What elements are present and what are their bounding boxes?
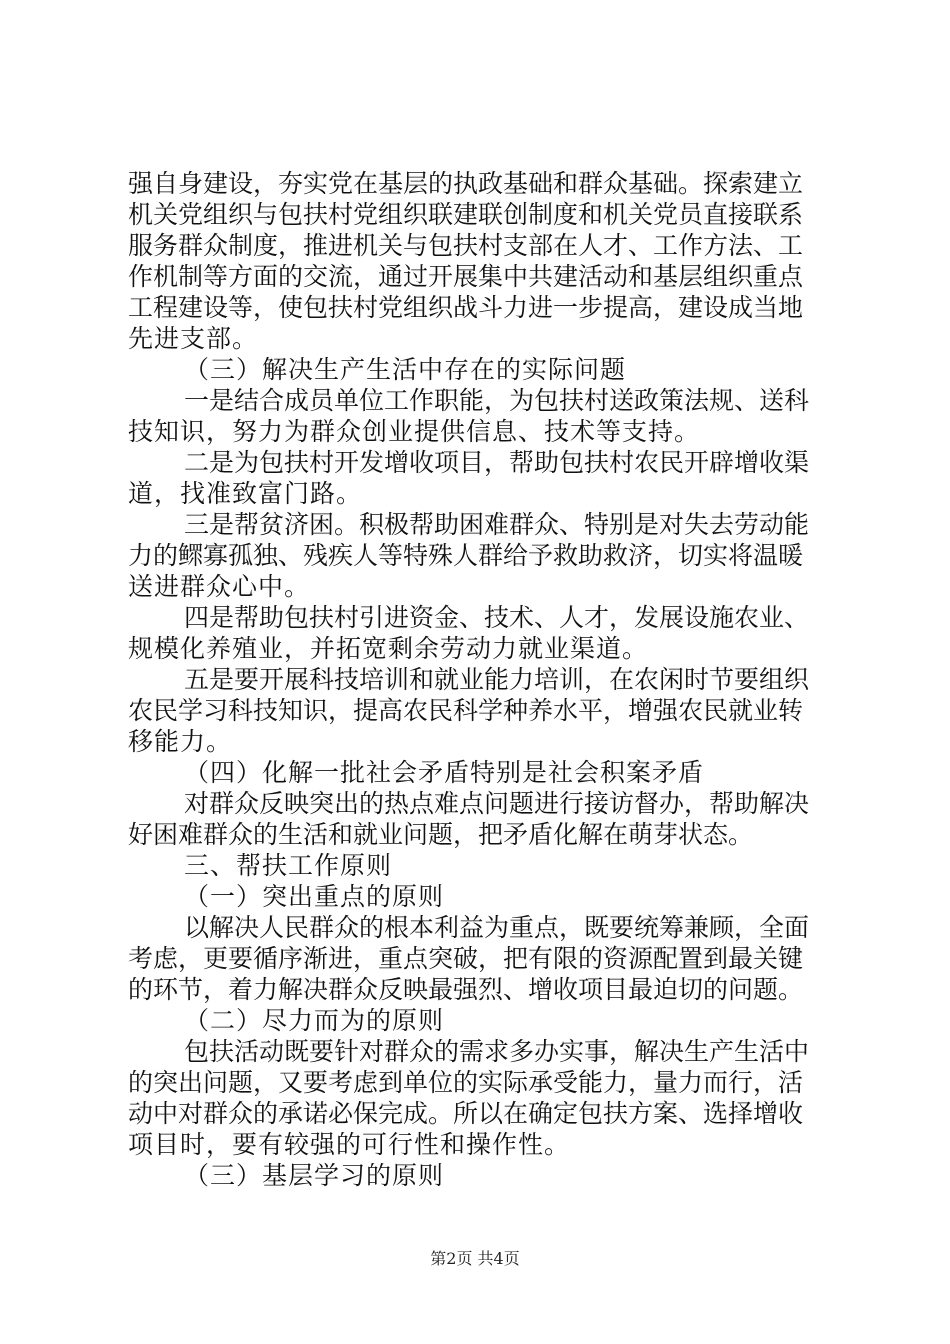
text-line: 对群众反映突出的热点难点问题进行接访督办，帮助解决 [184, 789, 810, 818]
text-line: 道，找准致富门路。 [128, 479, 363, 508]
text-line: 送进群众心中。 [128, 572, 311, 601]
text-line: 考虑，更要循序渐进，重点突破，把有限的资源配置到最关键 [128, 944, 804, 973]
page-footer: 第2页 共4页 [430, 1249, 520, 1268]
text-line: 的突出问题，又要考虑到单位的实际承受能力，量力而行，活 [128, 1068, 804, 1097]
text-line: 三、帮扶工作原则 [184, 851, 393, 880]
text-line: 强自身建设，夯实党在基层的执政基础和群众基础。探索建立 [128, 169, 804, 198]
text-line: 动中对群众的承诺必保完成。所以在确定包扶方案、选择增收 [128, 1099, 804, 1128]
text-line: 服务群众制度，推进机关与包扶村支部在人才、工作方法、工 [128, 231, 804, 260]
text-line: （二）尽力而为的原则 [184, 1006, 445, 1035]
text-line: （三）解决生产生活中存在的实际问题 [184, 355, 627, 384]
text-line: 的环节，着力解决群众反映最强烈、增收项目最迫切的问题。 [128, 975, 804, 1004]
text-line: （一）突出重点的原则 [184, 882, 445, 911]
text-line: 以解决人民群众的根本利益为重点，既要统筹兼顾，全面 [184, 913, 810, 942]
text-line: （四）化解一批社会矛盾特别是社会积案矛盾 [184, 758, 705, 787]
text-line: 五是要开展科技培训和就业能力培训，在农闲时节要组织 [184, 665, 810, 694]
text-line: （三）基层学习的原则 [184, 1161, 445, 1190]
text-line: 好困难群众的生活和就业问题，把矛盾化解在萌芽状态。 [128, 820, 754, 849]
text-line: 包扶活动既要针对群众的需求多办实事，解决生产生活中 [184, 1037, 810, 1066]
text-line: 农民学习科技知识，提高农民科学种养水平，增强农民就业转 [128, 696, 804, 725]
text-line: 技知识，努力为群众创业提供信息、技术等支持。 [128, 417, 701, 446]
document-body [128, 168, 828, 1191]
text-line: 作机制等方面的交流，通过开展集中共建活动和基层组织重点 [128, 262, 804, 291]
text-line: 工程建设等，使包扶村党组织战斗力进一步提高，建设成当地 [128, 293, 804, 322]
text-line: 先进支部。 [128, 324, 259, 353]
text-line: 规模化养殖业，并拓宽剩余劳动力就业渠道。 [128, 634, 649, 663]
text-line: 力的鳏寡孤独、残疾人等特殊人群给予救助救济，切实将温暖 [128, 541, 804, 570]
text-line: 项目时，要有较强的可行性和操作性。 [128, 1130, 571, 1159]
text-line: 二是为包扶村开发增收项目，帮助包扶村农民开辟增收渠 [184, 448, 810, 477]
text-line: 一是结合成员单位工作职能，为包扶村送政策法规、送科 [184, 386, 810, 415]
text-line: 移能力。 [128, 727, 233, 756]
text-line: 四是帮助包扶村引进资金、技术、人才，发展设施农业、 [184, 603, 810, 632]
text-line: 机关党组织与包扶村党组织联建联创制度和机关党员直接联系 [128, 200, 804, 229]
text-line: 三是帮贫济困。积极帮助困难群众、特别是对失去劳动能 [184, 510, 810, 539]
